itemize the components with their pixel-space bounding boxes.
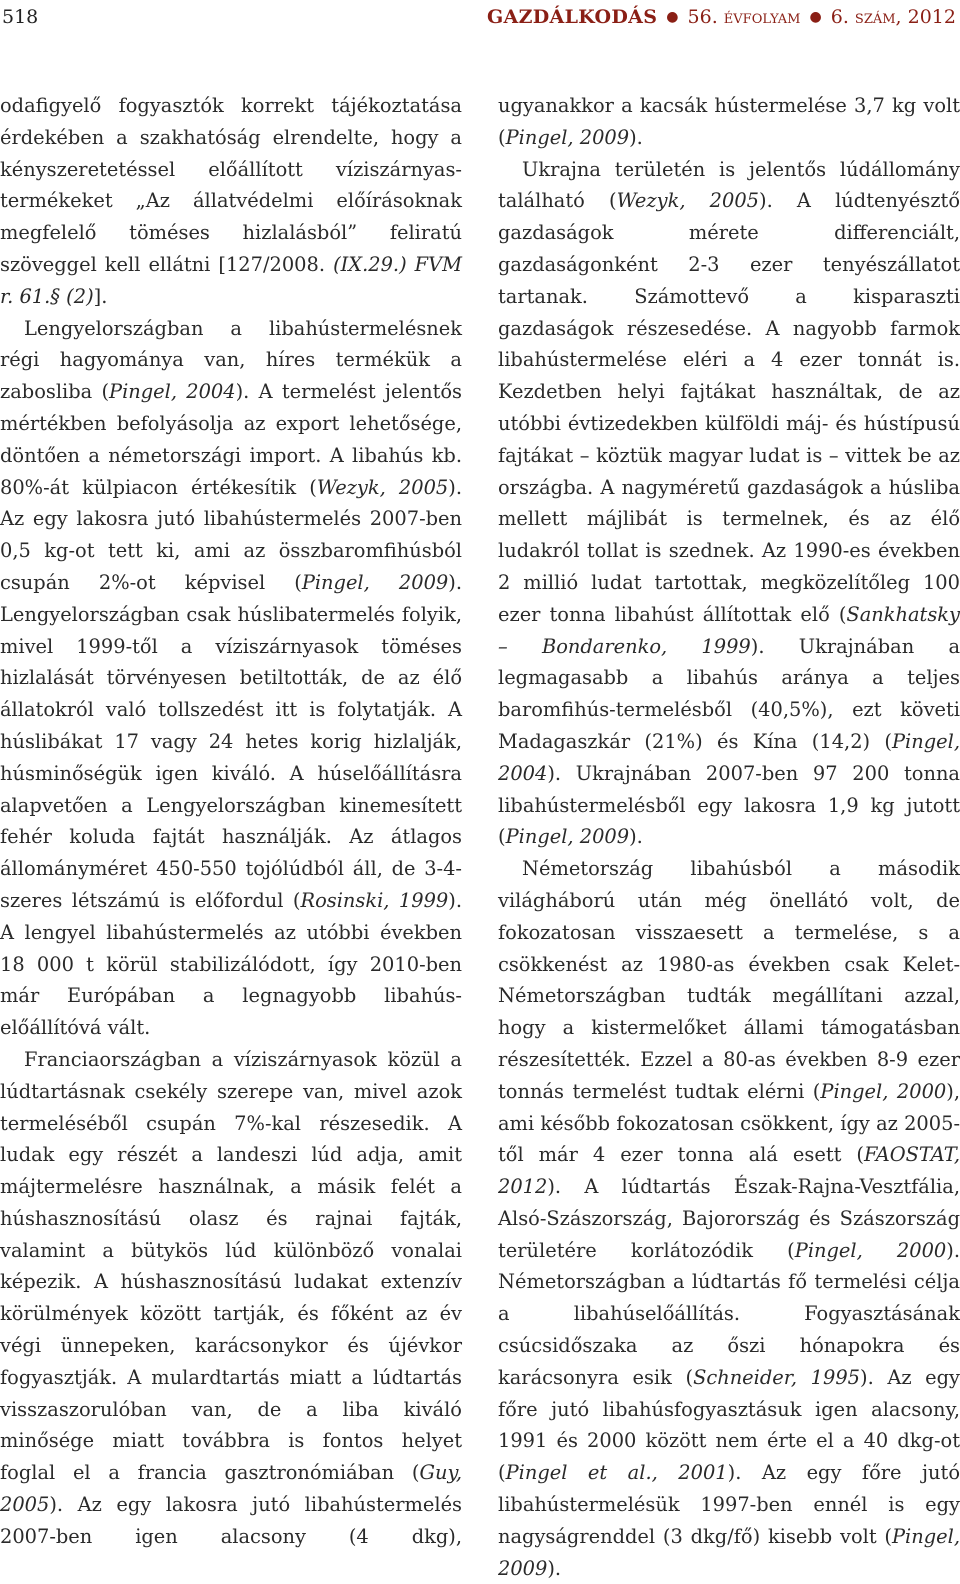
body-text: Lengyelországban a libahústermelésnek régi hagyománya van, híres termékük a zabosliba (: [0, 316, 462, 404]
body-text: ). Ukrajnában 2007-ben 97 200 tonna libahústermelésből egy lakosra 1,9 kg jutott (: [498, 761, 960, 849]
paragraph: [0, 90, 462, 313]
journal-issue: 6. szám, 2012: [830, 6, 956, 28]
paragraph: [498, 853, 960, 1584]
body-text: ). A lengyel libahústermelés az utóbbi években 18 000 t körül stabilizálódott, így 2010-ben már Európában a legnagyobb libahús-előállítóvá vált.: [0, 888, 462, 1040]
body-text: Franciaországban a víziszárnyasok közül a lúdtartásnak csekély szerepe van, mivel azok termeléséből csupán 7%-kal részesedik. A ludak egy részét a landeszi lúd adja, amit májtermelésre használnak, a másik felét a húshasznosítású olasz és rajnai fajták, valamint a bütykös lúd különböző vonalai képezik. A húshasznosítású ludakat extenzív körülmények között tartják, és főként az év végi ünnepeken, karácsonykor és újévkor fogyasztják. A mulardtartás miatt a lúdtartás visszaszorulóban van, de a liba kiváló minősége miatt továbbra is fontos helyet foglal el a francia gasztronómiában (: [0, 1047, 462, 1485]
body-text: ). Az egy lakosra jutó libahústermelés 2007-ben igen alacsony (4 dkg),: [0, 1493, 462, 1548]
citation-text: Pingel, 2000: [794, 1238, 947, 1262]
body-text: Németország libahúsból a második világháború után még önellátó volt, de fokozatosan visszaesett a termelése, s a csökkenést az 1980-as években csak Kelet-Németországban tudták megállítani azzal, hogy a kistermelőket állami támogatásban részesítették. Ezzel a 80-as években 8-9 ezer tonnás termelést tudtak elérni (: [498, 857, 960, 1103]
citation-text: FAOSTAT, 2012: [498, 1143, 960, 1199]
body-text: Ukrajna területén is jelentős lúdállomány található (: [498, 157, 960, 213]
citation-text: Rosinski, 1999: [300, 888, 449, 912]
body-text: ). A termelést jelentős mértékben befolyásolja az export lehetősége, döntően a németországi import. A libahús kb. 80%-át külpiacon értékesítik (: [0, 380, 462, 499]
body-text: ).: [629, 125, 643, 149]
body-text: ).: [547, 1556, 562, 1580]
citation-text: Wezyk, 2005: [616, 189, 760, 213]
body-text: ), ami később fokozatosan csökkent, így az 2005-től már 4 ezer tonna alá esett (: [498, 1079, 960, 1167]
citation-text: Pingel, 2000: [820, 1079, 947, 1103]
citation-text: Pingel, 2009: [498, 1524, 960, 1580]
journal-name: GAZDÁLKODÁS: [487, 6, 658, 28]
body-text: ). Lengyelországban csak húslibatermelés folyik, mivel 1999-től a víziszárnyasok töméses hizlalását törvényesen betiltották, de az élő állatokról való tollszedést itt is folytatják. A húslibákat 17 vagy 24 hetes korig hizlalják, húsminőségük igen kiváló. A húselőállításra alapvetően a Lengyelországban kinemesített fehér koluda fajtát használják. Az átlagos állományméret 450-550 tojólúdból áll, de 3-4-szeres létszámú is előfordul (: [0, 570, 462, 912]
body-text: ).: [629, 825, 643, 849]
body-text: ). Ukrajnában a legmagasabb a libahús aránya a teljes baromfihús-termelésből (40,5%), ezt követi Madagaszkár (21%) és Kína (14,2) (: [498, 634, 960, 753]
citation-text: Guy, 2005: [0, 1461, 462, 1517]
journal-volume: 56. évfolyam: [687, 6, 801, 28]
citation-text: Pingel, 2009: [505, 825, 630, 849]
body-text: ugyanakkor a kacsák hústermelése 3,7 kg volt (: [498, 94, 960, 149]
paragraph: [0, 313, 462, 1044]
right-column: [498, 90, 960, 1584]
body-text: ). Az egy főre jutó libahúsfogyasztásuk igen alacsony, 1991 és 2000 között nem érte el a 40 dkg-ot (: [498, 1365, 960, 1485]
left-column: [0, 90, 462, 1553]
body-text: ). A lúdtartás Észak-Rajna-Vesztfália, Alsó-Szászország, Bajorország és Szászország területére korlátozódik (: [498, 1175, 960, 1262]
page-number: 518: [2, 6, 39, 28]
citation-text: Sankhatsky – Bondarenko, 1999: [498, 602, 960, 658]
journal-header: [487, 6, 956, 28]
body-text: ].: [93, 284, 108, 308]
body-text: ). Németországban a lúdtartás fő termelési célja a libahúselőállítás. Fogyasztásának csúcsidőszaka az őszi hónapokra és karácsonyra esik (: [498, 1238, 960, 1389]
citation-text: (IX.29.) FVM r. 61.§ (2): [0, 252, 462, 308]
paragraph: [498, 154, 960, 854]
body-text: odafigyelő fogyasztók korrekt tájékoztatása érdekében a szakhatóság elrendelte, hogy a kényszeretetéssel előállított víziszárnyas-termékeket „Az állatvédelmi előírásoknak megfelelő töméses hizlalásból” feliratú szöveggel kell ellátni [127/2008.: [0, 94, 462, 276]
bullet-separator: ●: [809, 9, 822, 25]
citation-text: Pingel et al., 2001: [505, 1461, 728, 1485]
paragraph: [0, 1044, 462, 1553]
citation-text: Pingel, 2009: [505, 125, 630, 149]
running-header: [0, 0, 960, 40]
paragraph: [498, 90, 960, 154]
citation-text: Wezyk, 2005: [316, 475, 449, 499]
body-text: ). A lúdtenyésztő gazdaságok mérete differenciált, gazdaságonként 2-3 ezer tenyészállatot tartanak. Számottevő a kisparaszti gazdaságok részesedése. A nagyobb farmok libahústermelése eléri a 4 ezer tonnát is. Kezdetben helyi fajtákat használtak, de az utóbbi évtizedekben külföldi máj- és hústípusú fajtákat – köztük magyar ludat is – vittek be az országba. A nagyméretű gazdaságok a húsliba mellett májlibát is termelnek, és az élő ludakról tollat is szednek. Az 1990-es években 2 millió ludat tartottak, megközelítőleg 100 ezer tonna libahúst állítottak elő (: [498, 189, 960, 626]
body-text: ). Az egy főre jutó libahústermelésük 1997-ben ennél is egy nagyságrenddel (3 dkg/fő) kisebb volt (: [498, 1461, 960, 1548]
citation-text: Pingel, 2004: [109, 380, 236, 404]
body-text: ). Az egy lakosra jutó libahústermelés 2007-ben 0,5 kg-ot tett ki, ami az összbaromfihúsból csupán 2%-ot képvisel (: [0, 475, 462, 594]
citation-text: Schneider, 1995: [693, 1365, 861, 1389]
citation-text: Pingel, 2009: [301, 570, 449, 594]
citation-text: Pingel, 2004: [498, 729, 960, 785]
bullet-separator: ●: [666, 9, 679, 25]
